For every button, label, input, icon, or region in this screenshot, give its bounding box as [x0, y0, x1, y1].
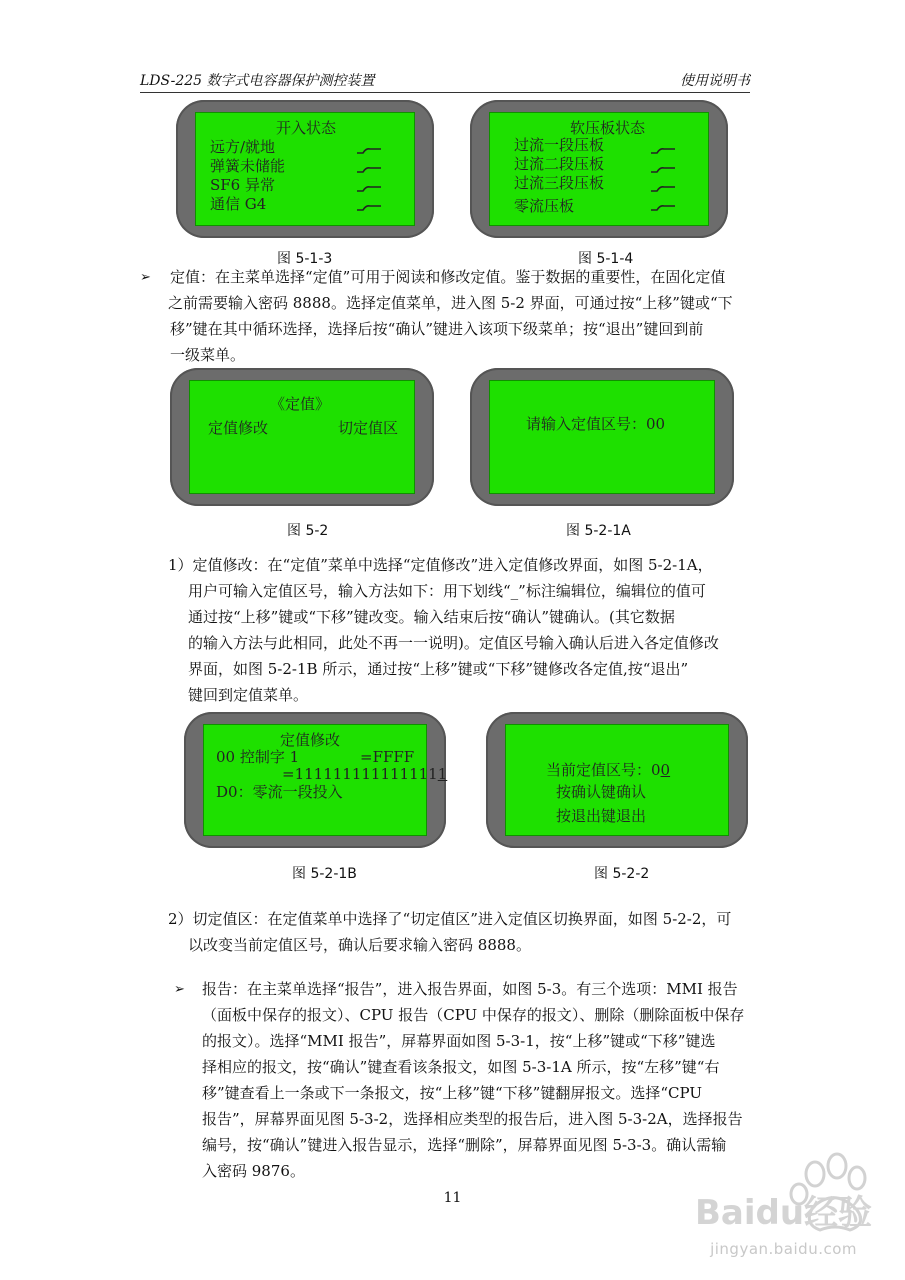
- menu-item-switch-setting-zone: 切定值区: [338, 419, 399, 437]
- paragraph-dingzhi: [170, 264, 780, 368]
- lcd-screen: [195, 112, 415, 226]
- text-line: 的报文）。选择“MMI 报告”，屏幕界面如图 5-3-1，按“上移”键或“下移”键选: [202, 1032, 716, 1050]
- edit-cursor-digit: 0: [660, 761, 671, 779]
- text-line: 通过按“上移”键或“下移”键改变。输入结束后按“确认”键确认。(其它数据: [188, 608, 675, 626]
- text-line: 入密码 9876。: [202, 1162, 305, 1180]
- switch-open-icon: [650, 185, 676, 193]
- lcd-row: D0：零流一段投入: [216, 783, 343, 801]
- text-line: 移”键在其中循环选择，选择后按“确认”键进入该项下级菜单；按“退出”键回到前: [170, 320, 704, 338]
- text-line: 编号，按“确认”键进入报告显示，选择“删除”，屏幕界面见图 5-3-3。确认需输: [202, 1136, 727, 1154]
- paragraph-item2: [168, 906, 788, 958]
- text-line: 2）切定值区：在定值菜单中选择了“切定值区”进入定值区切换界面，如图 5-2-2，可: [168, 910, 732, 928]
- text-line: 的输入方法与此相同，此处不再一一说明)。定值区号输入确认后进入各定值修改: [188, 634, 719, 652]
- header-doc-type: 使用说明书: [680, 73, 750, 89]
- text-line: 择相应的报文，按“确认”键查看该条报文，如图 5-3-1A 所示，按“左移”键“右: [202, 1058, 720, 1076]
- switch-open-icon: [356, 147, 382, 155]
- lcd-current-zone: [546, 761, 670, 780]
- figure-caption: 图 5-1-3: [277, 251, 333, 267]
- text-line: 用户可输入定值区号，输入方法如下：用下划线“_”标注编辑位，编辑位的值可: [188, 582, 706, 600]
- watermark-url: jingyan.baidu.com: [710, 1240, 857, 1258]
- lcd-zone-input: [470, 368, 734, 506]
- lcd-title: 开入状态: [276, 119, 337, 137]
- switch-open-icon: [650, 204, 676, 212]
- lcd-row: 零流压板: [514, 197, 575, 215]
- switch-open-icon: [650, 166, 676, 174]
- lcd-binary-input-status: [176, 100, 434, 238]
- figure-caption: 图 5-2-2: [594, 866, 650, 882]
- lcd-row: 过流二段压板: [514, 155, 605, 173]
- lcd-row: 过流一段压板: [514, 136, 605, 154]
- switch-open-icon: [356, 166, 382, 174]
- header-title: LDS-225 数字式电容器保护测控装置: [140, 73, 375, 89]
- figure-caption: 图 5-2-1A: [566, 523, 631, 539]
- lcd-title: 《定值》: [270, 395, 331, 413]
- text-line: 1）定值修改：在“定值”菜单中选择“定值修改”进入定值修改界面，如图 5-2-1A，: [168, 556, 713, 574]
- text-line: 以改变当前定值区号，确认后要求输入密码 8888。: [188, 936, 531, 954]
- lcd-title: 软压板状态: [570, 119, 646, 137]
- lcd-screen: [505, 724, 729, 836]
- watermark-brand: Baidu经验: [695, 1193, 873, 1233]
- lcd-screen: [189, 380, 415, 494]
- text-line: 定值：在主菜单选择“定值”可用于阅读和修改定值。鉴于数据的重要性，在固化定值: [170, 268, 726, 286]
- lcd-prompt: 请输入定值区号：00: [526, 415, 666, 433]
- lcd-zone-label: 当前定值区号：0: [546, 761, 661, 779]
- lcd-row: 00 控制字 1: [216, 748, 300, 766]
- lcd-value: =FFFF: [360, 748, 415, 766]
- text-line: 报告：在主菜单选择“报告”，进入报告界面，如图 5-3。有三个选项：MMI 报告: [202, 980, 738, 998]
- text-line: 之前需要输入密码 8888。选择定值菜单，进入图 5-2 界面，可通过按“上移”键或“下: [168, 294, 733, 312]
- text-line: 移”键查看上一条或下一条报文，按“上移”键“下移”键翻屏报文。选择“CPU: [202, 1084, 702, 1102]
- text-line: （面板中保存的报文）、CPU 报告（CPU 中保存的报文）、删除（删除面板中保存: [202, 1006, 745, 1024]
- binary-digits: =111111111111111: [282, 765, 438, 783]
- page-header: [140, 70, 750, 92]
- lcd-title: 定值修改: [280, 731, 341, 749]
- page-number: 11: [443, 1190, 462, 1206]
- bullet-icon: ➢: [174, 982, 185, 997]
- figure-caption: 图 5-1-4: [578, 251, 634, 267]
- figure-caption: 图 5-2-1B: [292, 866, 357, 882]
- lcd-screen: [489, 380, 715, 494]
- edit-cursor-digit: 1: [437, 765, 448, 783]
- switch-open-icon: [356, 204, 382, 212]
- switch-open-icon: [650, 147, 676, 155]
- lcd-row: SF6 异常: [210, 176, 275, 194]
- switch-open-icon: [356, 185, 382, 193]
- header-rule: [140, 92, 750, 93]
- lcd-row: 按退出键退出: [556, 807, 647, 825]
- lcd-screen: [489, 112, 709, 226]
- lcd-row: 远方/就地: [210, 138, 276, 156]
- lcd-row: 通信 G4: [210, 195, 267, 213]
- lcd-screen: [203, 724, 448, 836]
- lcd-binary-value: [282, 765, 447, 784]
- text-line: 报告”，屏幕界面见图 5-3-2，选择相应类型的报告后，进入图 5-3-2A，选择报告: [202, 1110, 743, 1128]
- text-line: 键回到定值菜单。: [188, 686, 309, 704]
- lcd-row: 按确认键确认: [556, 783, 647, 801]
- text-line: 一级菜单。: [170, 346, 246, 364]
- bullet-icon: ➢: [140, 270, 151, 285]
- lcd-setting-menu: [170, 368, 434, 506]
- lcd-row: 过流三段压板: [514, 174, 605, 192]
- lcd-setting-modify: [184, 712, 446, 848]
- figure-caption: 图 5-2: [287, 523, 329, 539]
- paragraph-item1: [168, 552, 788, 708]
- lcd-soft-plate-status: [470, 100, 728, 238]
- text-line: 界面，如图 5-2-1B 所示，通过按“上移”键或“下移”键修改各定值,按“退出”: [188, 660, 689, 678]
- menu-item-modify-setting: 定值修改: [208, 419, 269, 437]
- lcd-zone-switch: [486, 712, 748, 848]
- lcd-row: 弹簧未储能: [210, 157, 286, 175]
